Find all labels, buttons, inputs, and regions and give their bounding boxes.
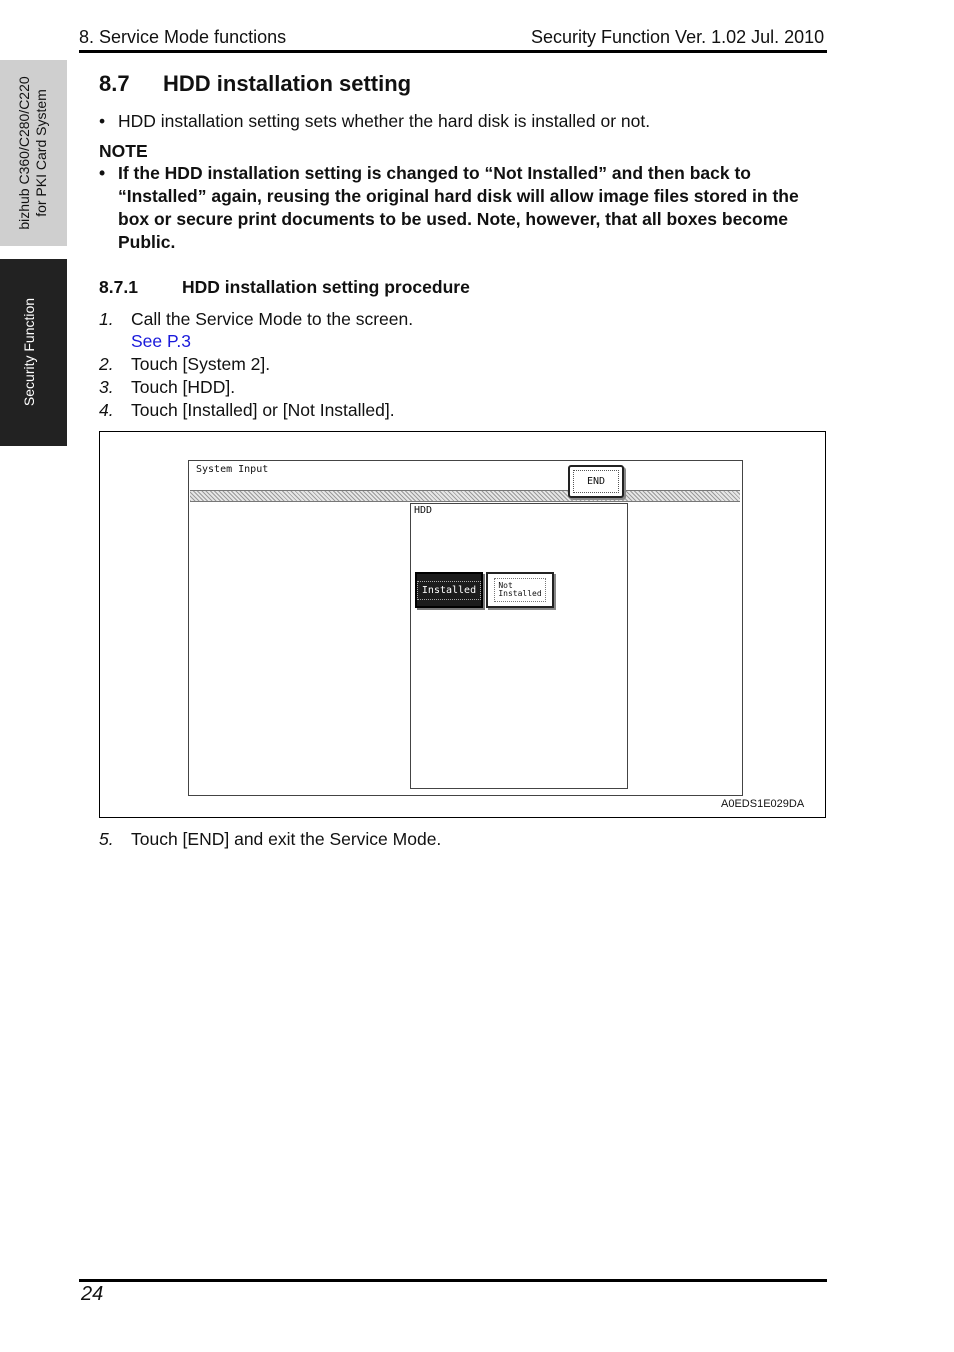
intro-bullet [99,111,650,132]
step-2 [99,354,270,375]
note-heading: NOTE [99,141,148,161]
not-installed-line1: Not [498,581,513,590]
intro-text: HDD installation setting sets whether the hard disk is installed or not. [118,111,651,131]
side-tab-model-line2: for PKI Card System [33,89,49,217]
end-button-label: END [573,470,619,493]
screen-title: System Input [196,464,269,475]
step-3 [99,377,235,398]
header-rule [79,50,827,53]
subsection-heading [99,277,470,298]
hdd-panel [410,503,628,789]
footer-rule [79,1279,827,1282]
note-body [99,162,829,254]
screen-title-bar [190,490,740,502]
step-text: Touch [HDD]. [131,377,236,397]
step-5 [99,829,441,850]
side-tab-model-text [16,76,50,229]
side-tab-section [0,259,67,446]
step-text: Touch [Installed] or [Not Installed]. [131,400,395,420]
section-number: 8.7 [99,71,130,96]
see-page-link[interactable]: See P.3 [131,331,192,351]
end-button[interactable] [568,465,624,498]
subsection-title: HDD installation setting procedure [182,277,470,297]
section-title: HDD installation setting [163,71,412,96]
step-number: 1. [99,309,114,329]
step-number: 4. [99,400,114,420]
step-text: Touch [END] and exit the Service Mode. [131,829,442,849]
running-header-chapter: 8. Service Mode functions [79,27,287,47]
step-4 [99,400,395,421]
installed-button-label: Installed [417,581,481,600]
step-text: Call the Service Mode to the screen. [131,309,414,329]
not-installed-button[interactable] [486,572,554,608]
side-tab-model [0,60,67,246]
step-number: 5. [99,829,114,849]
page-number: 24 [81,1283,104,1305]
not-installed-line2: Installed [498,589,542,598]
figure-code: A0EDS1E029DA [721,798,805,810]
intro-bullet-dot: • [99,111,106,131]
side-tab-model-line1: bizhub C360/C280/C220 [16,76,32,230]
step-text: Touch [System 2]. [131,354,271,374]
subsection-number: 8.7.1 [99,277,138,297]
running-header-version: Security Function Ver. 1.02 Jul. 2010 [531,27,825,47]
note-bullet-dot: • [99,163,106,183]
section-heading [99,71,411,97]
step-1 [99,309,413,330]
note-text: If the HDD installation setting is changed to “Not Installed” and then back to “Installed” again, reusing the original hard disk will allow image files stored in the box or secure print documents to be used. Note, however, that all boxes become Public. [118,163,799,252]
step-number: 3. [99,377,114,397]
side-tab-section-label: Security Function [21,297,37,407]
installed-button[interactable] [415,572,483,608]
hdd-panel-title: HDD [414,505,433,516]
step-number: 2. [99,354,114,374]
not-installed-button-label [494,578,545,602]
